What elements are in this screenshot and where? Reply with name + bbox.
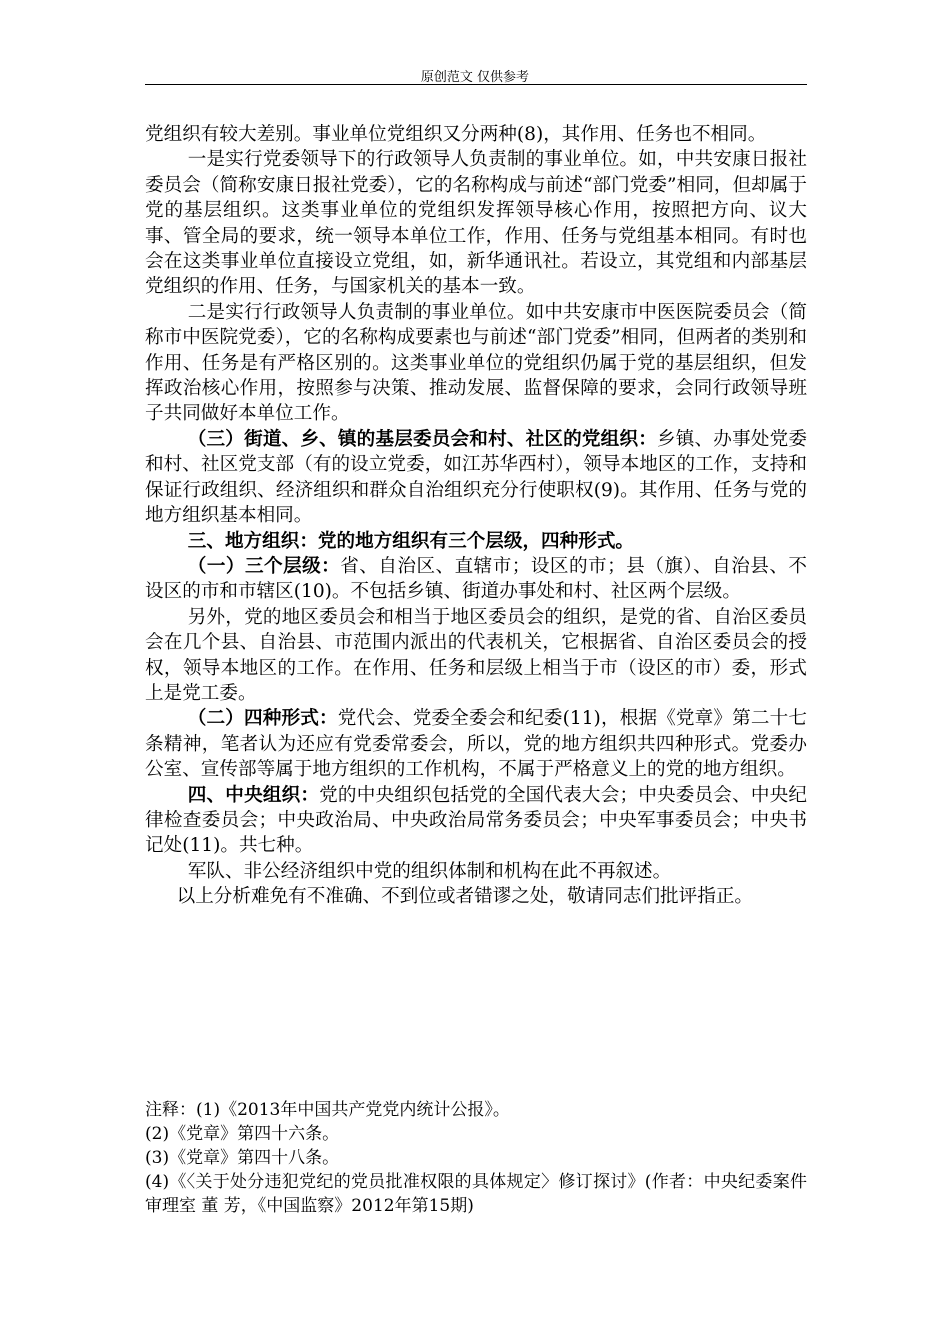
page-header: 原创范文 仅供参考 (420, 70, 530, 85)
paragraph: 一是实行党委领导下的行政领导人负责制的事业单位。如，中共安康日报社委员会（简称安康日报社党委），它的名称构成与前述“部门党委”相同，但却属于党的基层组织。这类事业单位的党组织发挥领导核心作用，按照把方向、议大事、管全局的要求，统一领导本单位工作，作用、任务与党组基本相同。有时也会在这类事业单位直接设立党组，如，新华通讯社。若设立，其党组和内部基层党组织的作用、任务，与国家机关的基本一致。 (145, 149, 807, 298)
section-heading: （三）街道、乡、镇的基层委员会和村、社区的党组织： (187, 428, 657, 450)
footnote: (2)《党章》第四十六条。 (145, 1124, 340, 1144)
footnote: (3)《党章》第四十八条。 (145, 1148, 340, 1168)
paragraph-text: 乡镇、办事处党委和村、社区党支部（有的设立党委，如江苏华西村），领导本地区的工作，支持和保证行政组织、经济组织和群众自治组织充分行使职权(9)。其作用、任务与党的地方组织基本相同。 (145, 428, 807, 527)
section-heading: （一）三个层级： (187, 555, 341, 577)
paragraph-text: 党代会、党委全委会和纪委(11)，根据《党章》第二十七条精神，笔者认为还应有党委常委会，所以，党的地方组织共四种形式。党委办公室、宣传部等属于地方组织的工作机构，不属于严格意义上的党的地方组织。 (145, 708, 807, 781)
section-heading: （二）四种形式： (187, 708, 338, 730)
paragraph (145, 427, 807, 529)
paragraph-text: 省、自治区、直辖市；设区的市；县（旗）、自治县、不设区的市和市辖区(10)。不包括乡镇、街道办事处和村、社区两个层级。 (145, 555, 807, 603)
paragraph: 另外，党的地区委员会和相当于地区委员会的组织，是党的省、自治区委员会在几个县、自治县、市范围内派出的代表机关，它根据省、自治区委员会的授权，领导本地区的工作。在作用、任务和层级上相当于市（设区的市）委，形式上是党工委。 (145, 606, 807, 704)
paragraph: 党组织有较大差别。事业单位党组织又分两种(8)，其作用、任务也不相同。 (145, 124, 767, 145)
section-heading: 三、地方组织：党的地方组织有三个层级，四种形式。 (187, 530, 635, 552)
paragraph (145, 783, 807, 859)
paragraph: 军队、非公经济组织中党的组织体制和机构在此不再叙述。 (187, 860, 672, 882)
section-heading: 四、中央组织： (187, 784, 320, 806)
footnotes (145, 1098, 807, 1218)
paragraph-text: 党的中央组织包括党的全国代表大会；中央委员会、中央纪律检查委员会；中央政治局、中央政治局常务委员会；中央军事委员会；中央书记处(11)。共七种。 (145, 784, 807, 857)
paragraph (145, 706, 807, 782)
paragraph: 以上分析难免有不准确、不到位或者错谬之处，敬请同志们批评指正。 (176, 886, 754, 908)
footnote: 注释：(1)《2013年中国共产党党内统计公报》。 (145, 1100, 510, 1120)
paragraph: 二是实行行政领导人负责制的事业单位。如中共安康市中医医院委员会（简称市中医院党委），它的名称构成要素也与前述“部门党委”相同，但两者的类别和作用、任务是有严格区别的。这类事业单位的党组织仍属于党的基层组织，但发挥政治核心作用，按照参与决策、推动发展、监督保障的要求，会同行政领导班子共同做好本单位工作。 (145, 301, 807, 425)
footnote: (4)《〈关于处分违犯党纪的党员批准权限的具体规定〉修订探讨》(作者：中央纪委案件审理室 董 芳，《中国监察》2012年第15期) (145, 1172, 807, 1216)
paragraph (145, 554, 807, 605)
header-rule (145, 84, 807, 85)
document-body (145, 122, 807, 910)
